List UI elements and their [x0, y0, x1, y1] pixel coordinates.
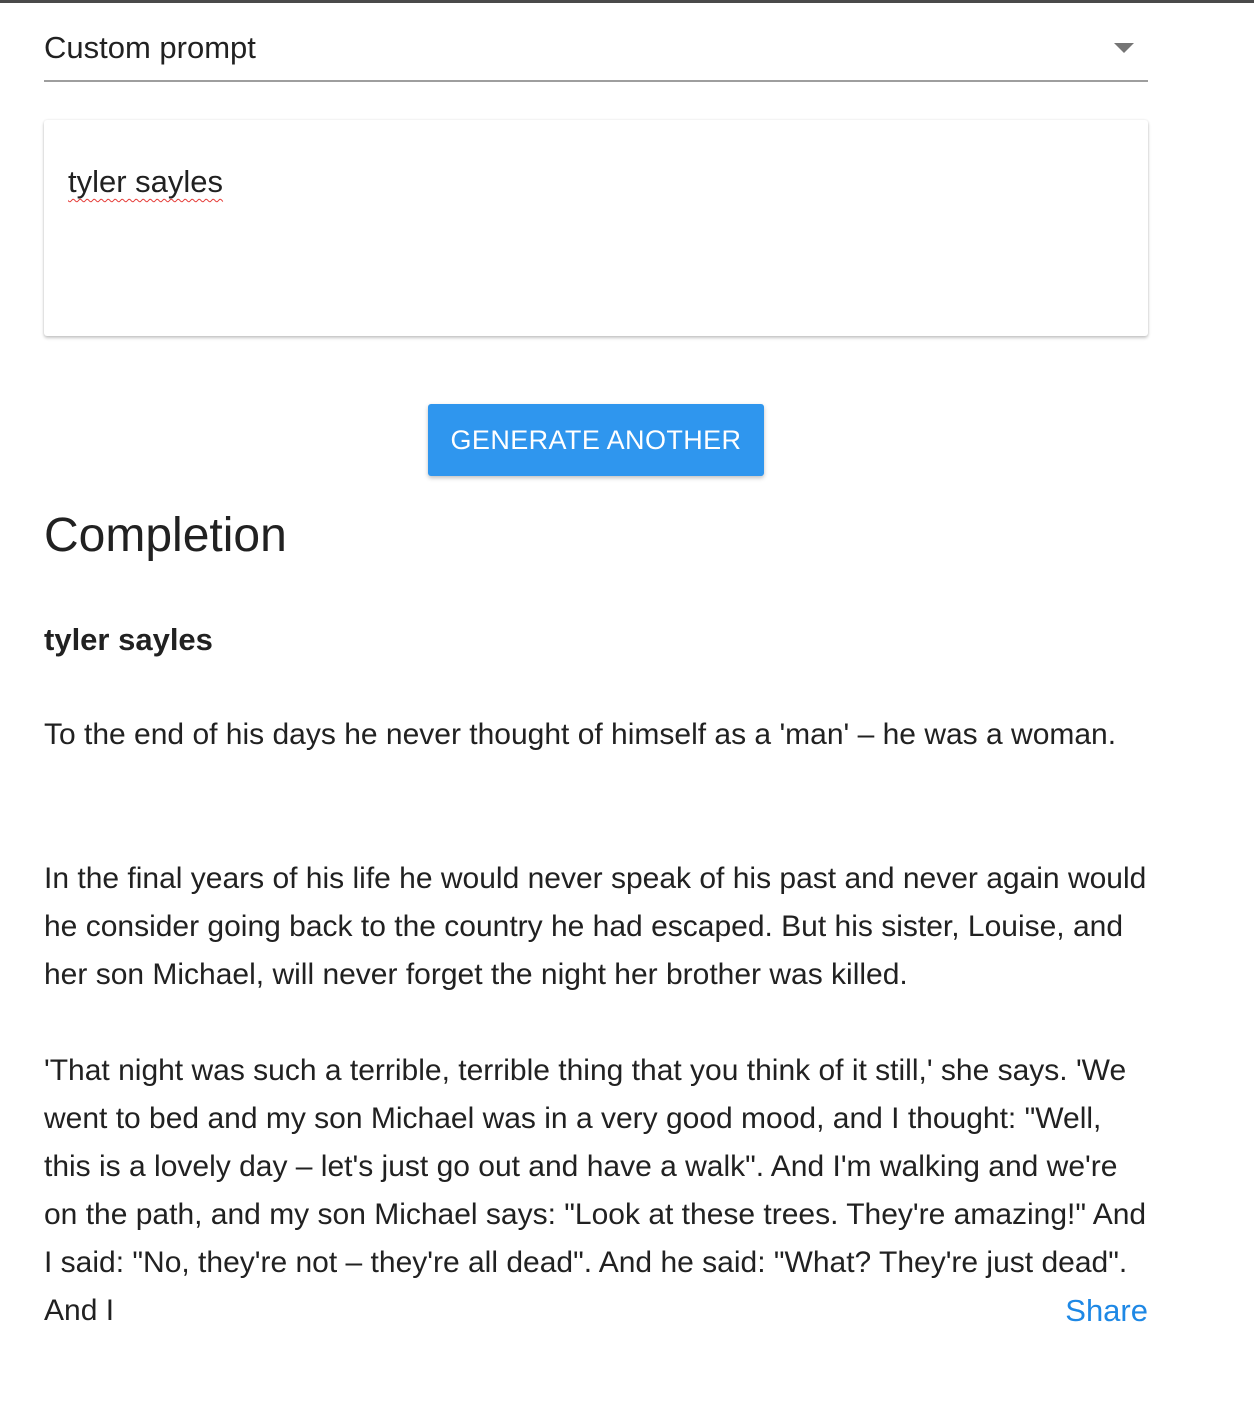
prompt-input-card[interactable]	[44, 120, 1148, 336]
top-divider	[0, 0, 1254, 3]
completion-section-title: Completion	[44, 509, 287, 562]
prompt-type-value: Custom prompt	[44, 30, 256, 65]
share-link[interactable]: Share	[1065, 1293, 1148, 1328]
prompt-input-text[interactable]: tyler sayles	[68, 164, 224, 199]
completion-paragraph: To the end of his days he never thought of himself as a 'man' – he was a woman.	[44, 718, 1117, 751]
generate-another-button[interactable]: GENERATE ANOTHER	[428, 404, 764, 476]
completion-paragraph: 'That night was such a terrible, terrible thing that you think of it still,' she says. 'We went to bed and my son Michael was in a very good mood, and I thought: "Well, this is a lovely day – let's just go out and have a walk". And I'm walking and we're on the path, and my son Michael says: "Look at these trees. They're amazing!" And I said: "No, they're not – they're all dead". And he said: "What? They're just dead". And I	[44, 1054, 1147, 1327]
prompt-type-select[interactable]	[44, 26, 1148, 82]
dropdown-arrow-icon[interactable]	[1114, 43, 1134, 53]
completion-paragraph: In the final years of his life he would never speak of his past and never again would he consider going back to the country he had escaped. But his sister, Louise, and her son Michael, will never forget the night her brother was killed.	[44, 862, 1147, 991]
completion-prompt-heading: tyler sayles	[44, 622, 213, 657]
